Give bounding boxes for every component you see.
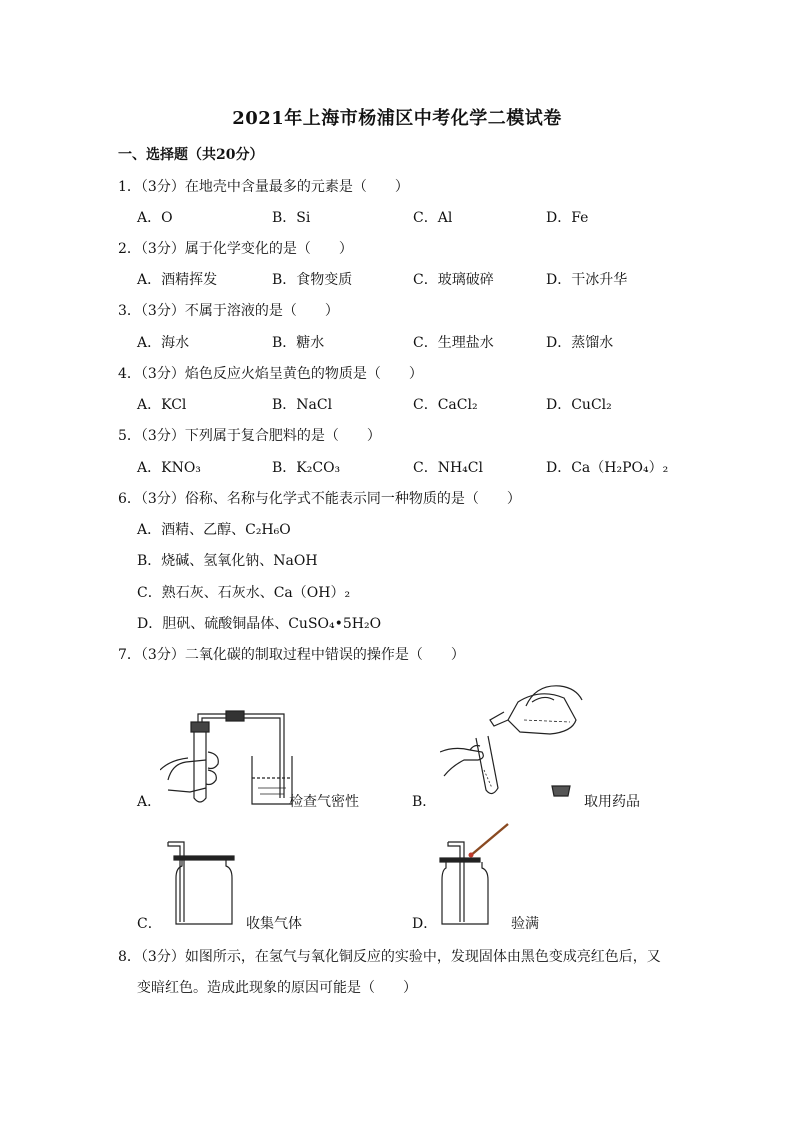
option-b[interactable]: B．糖水 (272, 335, 325, 351)
option-d[interactable]: D．Ca（H₂PO₄）₂ (546, 460, 669, 476)
option-d[interactable]: D．Fe (546, 210, 589, 226)
option-c[interactable]: C．熟石灰、石灰水、Ca（OH）₂ (137, 585, 351, 601)
option-c[interactable]: C．NH₄Cl (413, 460, 483, 476)
option-d[interactable]: D．干冰升华 (546, 272, 628, 288)
check-full-figure (436, 820, 516, 928)
option-d[interactable]: D．蒸馏水 (546, 335, 614, 351)
option-a[interactable]: A．O (137, 210, 173, 226)
option-a[interactable]: A．KCl (137, 397, 187, 413)
option-d[interactable]: D．CuCl₂ (546, 397, 612, 413)
option-c[interactable]: C．生理盐水 (413, 335, 494, 351)
option-a[interactable]: A．酒精、乙醇、C₂H₆O (137, 522, 291, 538)
option-b[interactable]: B．烧碱、氢氧化钠、NaOH (137, 553, 318, 569)
option-c[interactable]: C．Al (413, 210, 453, 226)
option-c[interactable]: C． (137, 916, 162, 932)
question-stem: 8．（3分）如图所示，在氢气与氧化铜反应的实验中，发现固体由黑色变成亮红色后，又 (118, 949, 661, 965)
option-d[interactable]: D． (412, 916, 438, 932)
option-b[interactable]: B．Si (272, 210, 311, 226)
figure-caption: 收集气体 (246, 916, 302, 932)
option-a[interactable]: A．KNO₃ (137, 460, 201, 476)
taking-reagent-figure (440, 680, 585, 810)
option-d[interactable]: D．胆矾、硫酸铜晶体、CuSO₄•5H₂O (137, 616, 382, 632)
question-stem: 7．（3分）二氧化碳的制取过程中错误的操作是（ ） (118, 647, 465, 663)
option-a[interactable]: A． (137, 794, 162, 810)
figure-caption: 验满 (511, 916, 539, 932)
question-stem: 3．（3分）不属于溶液的是（ ） (118, 303, 339, 319)
question-stem: 6．（3分）俗称、名称与化学式不能表示同一种物质的是（ ） (118, 491, 521, 507)
option-b[interactable]: B．食物变质 (272, 272, 353, 288)
question-stem: 4．（3分）焰色反应火焰呈黄色的物质是（ ） (118, 366, 423, 382)
gas-collection-figure (160, 836, 240, 928)
option-c[interactable]: C．玻璃破碎 (413, 272, 494, 288)
question-stem: 5．（3分）下列属于复合肥料的是（ ） (118, 428, 381, 444)
option-b[interactable]: B．NaCl (272, 397, 333, 413)
option-b[interactable]: B． (412, 794, 437, 810)
figure-caption: 检查气密性 (289, 794, 359, 810)
page-title: 2021年上海市杨浦区中考化学二模试卷 (232, 108, 562, 129)
option-a[interactable]: A．海水 (137, 335, 190, 351)
question-stem-continued: 变暗红色。造成此现象的原因可能是（ ） (137, 980, 417, 996)
section-heading: 一、选择题（共20分） (118, 147, 264, 163)
option-c[interactable]: C．CaCl₂ (413, 397, 478, 413)
airtightness-check-figure (160, 700, 295, 810)
option-b[interactable]: B．K₂CO₃ (272, 460, 341, 476)
question-stem: 1．（3分）在地壳中含量最多的元素是（ ） (118, 179, 409, 195)
figure-caption: 取用药品 (584, 794, 640, 810)
question-stem: 2．（3分）属于化学变化的是（ ） (118, 241, 353, 257)
option-a[interactable]: A．酒精挥发 (137, 272, 218, 288)
